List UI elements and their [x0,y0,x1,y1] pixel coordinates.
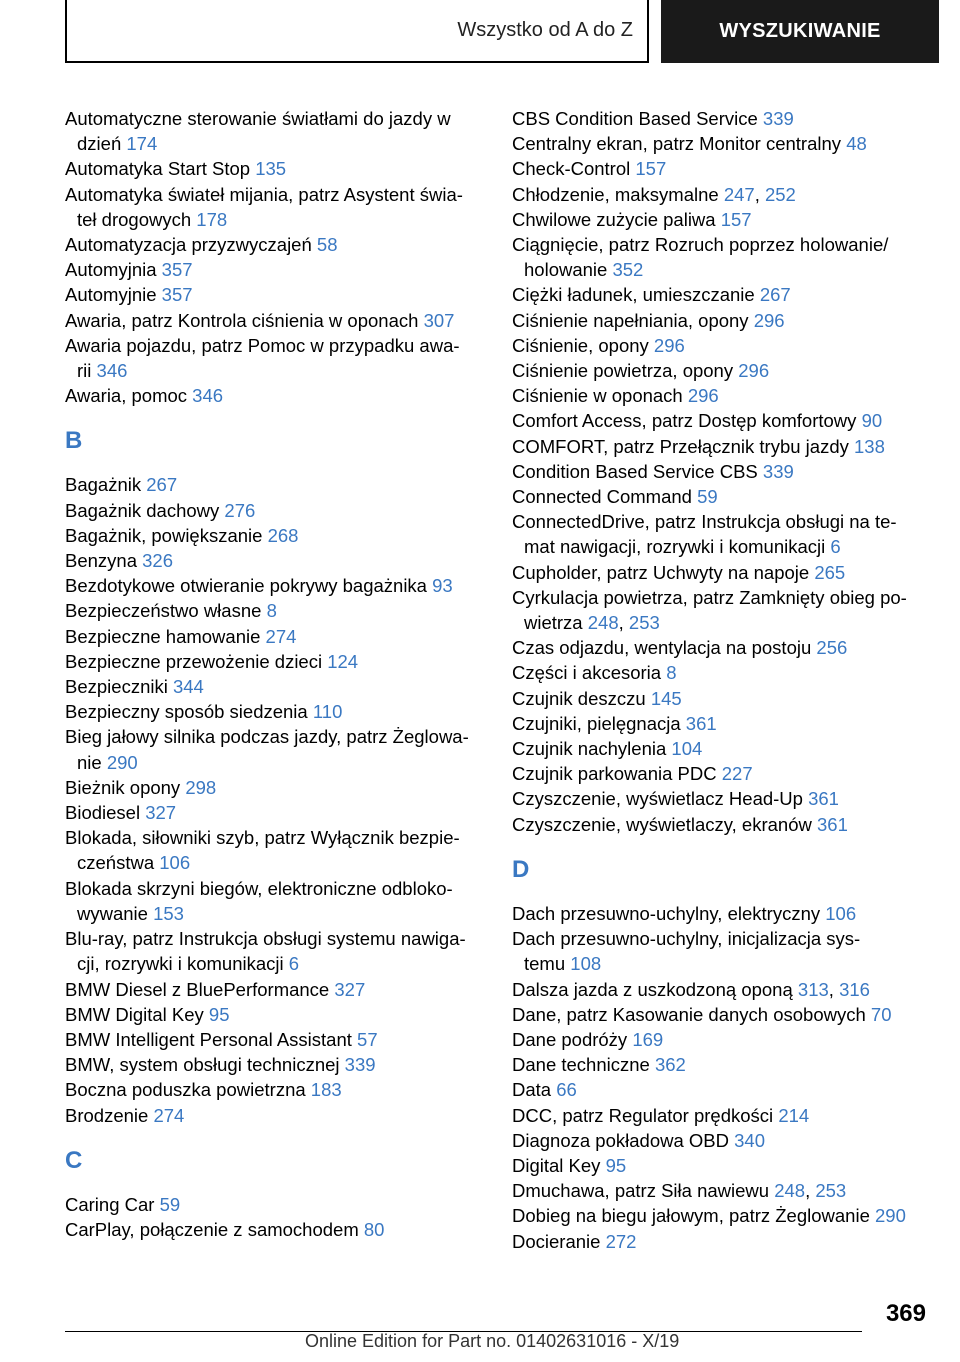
page-link[interactable]: 267 [759,284,791,306]
index-entry-text: Connected Command [512,486,692,508]
index-letter-heading: D [512,855,530,883]
index-entry [65,674,485,699]
page-link[interactable]: 106 [159,852,191,874]
index-entry-continuation [65,207,485,232]
page-link[interactable]: 80 [363,1218,385,1240]
index-entry [65,232,485,257]
index-entry-text: BMW Digital Key [65,1003,204,1025]
page-link[interactable]: 313 [797,978,829,1000]
page-link[interactable]: 327 [145,802,177,824]
page-link[interactable]: 265 [814,561,846,583]
index-entry-text: Ciśnienie w oponach [512,385,683,407]
index-entry-continuation [512,951,932,976]
page-link[interactable]: 145 [650,687,682,709]
index-entry-text: Ciągnięcie, patrz Rozruch poprzez holowanie/ [512,234,889,256]
page-link[interactable]: 253 [815,1180,847,1202]
index-entry-text: Bezpieczne przewożenie dzieci [65,650,323,672]
index-entry [65,1103,485,1128]
index-entry-text: Comfort Access, patrz Dostęp komfortowy [512,410,857,432]
index-entry [512,383,932,408]
index-entry [65,106,485,131]
index-entry-text: Czas odjazdu, wentylacja na postoju [512,637,812,659]
index-entry [512,1077,932,1102]
page-link[interactable]: 344 [172,676,204,698]
page-link[interactable]: 174 [126,133,158,155]
index-entry-continuation: wietrza 248, 253 [524,612,660,634]
page-link[interactable]: 252 [764,183,796,205]
page-link[interactable]: 106 [825,902,857,924]
index-entry [65,472,485,497]
page-link[interactable]: 361 [685,712,717,734]
page-link[interactable]: 108 [570,953,602,975]
index-entry [65,1217,485,1242]
index-entry: Chłodzenie, maksymalne 247, 252 [512,183,796,205]
index-entry-continuation [65,131,485,156]
index-entry-text: Czyszczenie, wyświetlaczy, ekranów [512,813,812,835]
page-link[interactable]: 339 [762,108,794,129]
index-entry [65,775,485,800]
index-entry-continuation [65,901,485,926]
index-entry-text: Chwilowe zużycie paliwa [512,208,716,230]
index-entry-text: Chłodzenie, maksymalne [512,183,719,205]
index-entry [65,156,485,181]
index-entry [512,761,932,786]
page-link[interactable]: 316 [839,978,870,1000]
page-link[interactable]: 157 [635,158,667,180]
index-entry-text: Dach przesuwno-uchylny, inicjalizacja sys‐ [512,928,861,950]
index-entry-text: Czujniki, pielęgnacja [512,712,681,734]
index-entry-continuation [65,750,485,775]
index-entry-text: Automatyzacja przyzwyczajeń [65,234,312,256]
index-entry [65,699,485,724]
page-link[interactable]: 340 [734,1129,766,1151]
index-entry-continuation [65,951,485,976]
index-entry-text: Ciśnienie powietrza, opony [512,360,734,382]
index-entry-text: Cupholder, patrz Uchwyty na napoje [512,561,810,583]
index-entry-text: Data [512,1079,552,1101]
index-entry [512,1128,932,1153]
index-entry-text: Bezpieczny sposób siedzenia [65,701,308,723]
index-entry-text: Condition Based Service CBS [512,460,758,482]
index-entry-text: nie [77,751,102,773]
page-link[interactable]: 48 [846,133,867,155]
index-entry-text: Bieg jałowy silnika podczas jazdy, patrz Żeglowa‐ [65,726,469,748]
index-entry [512,282,932,307]
page-link[interactable]: 169 [632,1028,664,1050]
index-entry-text: Centralny ekran, patrz Monitor centralny [512,133,842,155]
page-link[interactable]: 8 [666,662,677,684]
page-link[interactable]: 93 [432,575,453,597]
index-entry-text: cji, rozrywki i komunikacji [77,953,284,975]
search-tab[interactable] [661,0,939,63]
index-entry-text: dzień [77,133,122,155]
page-link[interactable]: 178 [196,208,228,230]
index-entry [65,977,485,1002]
index-entry [65,800,485,825]
page-link[interactable]: 248 [774,1180,806,1202]
index-entry [65,1192,485,1217]
index-entry [512,509,932,534]
index-entry-text: Awaria, pomoc [65,385,188,407]
page-link[interactable]: 227 [721,763,753,785]
index-entry-text: Automatyka Start Stop [65,158,251,180]
index-entry [65,1052,485,1077]
section-tab[interactable] [65,0,649,63]
index-letter-heading: C [65,1146,83,1174]
index-entry [512,1002,932,1027]
index-entry: Dmuchawa, patrz Siła nawiewu 248, 253 [512,1180,847,1202]
index-entry [65,649,485,674]
page-link[interactable]: 66 [556,1079,577,1101]
index-entry [65,724,485,749]
page-link[interactable]: 272 [605,1230,637,1252]
index-entry [512,1103,932,1128]
index-entry [512,156,932,181]
index-entry-text: Ciężki ładunek, umieszczanie [512,284,755,306]
page-link[interactable]: 124 [327,650,359,672]
page-link[interactable]: 70 [870,1003,892,1025]
index-entry-text: DCC, patrz Regulator prędkości [512,1104,774,1126]
page-link[interactable]: 153 [153,902,184,924]
page-link[interactable]: 346 [192,385,224,407]
index-entry [512,635,932,660]
index-entry [65,598,485,623]
index-entry-continuation [512,534,932,559]
index-entry-text: Automyjnia [65,259,157,281]
index-entry-text: Bagażnik dachowy [65,499,220,521]
index-entry [65,1077,485,1102]
index-entry-text: Bagażnik, powiększanie [65,524,263,546]
index-entry [512,786,932,811]
page-link[interactable]: 346 [96,360,128,382]
index-entry [512,901,932,926]
index-entry-text: Bezdotykowe otwieranie pokrywy bagażnika [65,575,427,597]
index-entry-text: Dane techniczne [512,1054,650,1076]
index-entry-text: Blokada, siłowniki szyb, patrz Wyłącznik bezpie‐ [65,827,460,849]
page-link[interactable]: 6 [288,953,300,975]
page-link[interactable]: 290 [106,751,138,773]
index-entry [65,383,485,408]
index-entry [512,358,932,383]
index-entry [512,585,932,610]
index-entry-text: Ciśnienie, opony [512,334,649,356]
index-entry [65,333,485,358]
index-entry [512,308,932,333]
index-entry-text: Caring Car [65,1193,155,1215]
page-link[interactable]: 290 [875,1205,906,1227]
index-entry [512,736,932,761]
index-entry [65,926,485,951]
index-entry [512,1027,932,1052]
index-entry-text: Biodiesel [65,802,141,824]
page-link[interactable]: 57 [357,1028,378,1050]
index-entry-text: Boczna poduszka powietrzna [65,1079,306,1101]
index-entry-text: Części i akcesoria [512,662,662,684]
index-entry-text: BMW Intelligent Personal Assistant [65,1028,352,1050]
index-entry-text: CarPlay, połączenie z samochodem [65,1218,359,1240]
index-entry-text: Dmuchawa, patrz Siła nawiewu [512,1180,770,1202]
index-entry-text: czeństwa [77,852,155,874]
index-entry [512,1153,932,1178]
index-entry-text: teł drogowych [77,208,192,230]
index-entry [65,182,485,207]
index-entry-text: Automatyka świateł mijania, patrz Asystent świa‐ [65,183,463,205]
index-entry [512,408,932,433]
index-entry-text: BMW, system obsługi technicznej [65,1054,340,1076]
index-entry [65,282,485,307]
index-entry-text: Czujnik nachylenia [512,738,667,760]
index-entry [512,660,932,685]
index-entry [512,1203,932,1228]
page-link[interactable]: 110 [312,701,343,723]
page-link[interactable]: 95 [605,1154,627,1176]
index-entry-text: Bezpieczne hamowanie [65,625,261,647]
page-link[interactable]: 296 [687,385,719,407]
index-column-right [512,106,932,1254]
index-entry-text: Digital Key [512,1154,601,1176]
page-link[interactable]: 104 [671,738,703,760]
index-entry-text: Automatyczne sterowanie światłami do jazdy w [65,108,451,129]
index-entry-text: Automyjnie [65,284,157,306]
page-link[interactable]: 59 [159,1193,181,1215]
index-entry-text: Diagnoza pokładowa OBD [512,1129,729,1151]
page-link[interactable]: 267 [146,474,178,496]
index-entry [65,548,485,573]
index-entry-continuation [512,257,932,282]
index-entry [512,812,932,837]
page-link[interactable]: 138 [854,435,885,457]
index-entry-text: Brodzenie [65,1104,149,1126]
index-entry [65,876,485,901]
index-entry-continuation [65,850,485,875]
index-entry-text: wietrza [524,612,583,634]
index-entry-text: Docieranie [512,1230,601,1252]
index-entry-text: Czujnik deszczu [512,687,646,709]
page-link[interactable]: 135 [255,158,287,180]
index-entry-text: Bieżnik opony [65,776,181,798]
index-entry [65,523,485,548]
page-link[interactable]: 276 [224,499,256,521]
index-entry-text: BMW Diesel z BluePerformance [65,978,330,1000]
index-entry [512,1052,932,1077]
page-link[interactable]: 339 [762,460,794,482]
index-entry [65,1002,485,1027]
index-entry-text: Bezpieczniki [65,676,168,698]
page-link[interactable]: 214 [778,1104,810,1126]
edition-text: Online Edition for Part no. 01402631016 - X/19 [305,1331,680,1351]
index-entry [512,711,932,736]
index-entry-text: holowanie [524,259,608,281]
page-link[interactable]: 307 [423,309,455,331]
index-entry-text: Czujnik parkowania PDC [512,763,717,785]
index-entry-text: Bagażnik [65,474,142,496]
index-entry: Dalsza jazda z uszkodzoną oponą 313, 316 [512,978,870,1000]
index-entry-continuation [65,358,485,383]
index-column-left [65,106,485,1242]
index-entry-text: CBS Condition Based Service [512,108,758,129]
page-link[interactable]: 253 [628,612,660,634]
index-entry-text: Blokada skrzyni biegów, elektroniczne odbloko‐ [65,877,453,899]
index-entry [512,131,932,156]
index-entry [512,560,932,585]
index-entry-text: COMFORT, patrz Przełącznik trybu jazdy [512,435,849,457]
index-entry [512,207,932,232]
page-link[interactable]: 339 [344,1054,376,1076]
page-link[interactable]: 183 [310,1079,342,1101]
page-link[interactable]: 247 [723,183,755,205]
index-entry-text: Cyrkulacja powietrza, patrz Zamknięty obieg po‐ [512,586,907,608]
index-entry [512,106,932,131]
index-entry-text: Ciśnienie napełniania, opony [512,309,749,331]
index-entry [65,257,485,282]
index-entry [65,573,485,598]
page-link[interactable]: 274 [265,625,297,647]
page-link[interactable]: 8 [266,600,277,622]
page-link[interactable]: 357 [161,284,193,306]
index-entry-text: Awaria, patrz Kontrola ciśnienia w oponach [65,309,419,331]
index-entry [512,1229,932,1254]
page-link[interactable]: 296 [738,360,770,382]
index-entry-text: Czyszczenie, wyświetlacz Head-Up [512,788,803,810]
page-link[interactable]: 95 [208,1003,230,1025]
page-link[interactable]: 256 [816,637,848,659]
index-entry [65,825,485,850]
index-entry-text: rii [77,360,92,382]
index-entry [65,308,485,333]
index-entry-text: Blu-ray, patrz Instrukcja obsługi systemu nawiga‐ [65,928,466,950]
index-entry [512,926,932,951]
index-entry-text: Dane podróży [512,1028,628,1050]
page-link[interactable]: 59 [697,486,718,508]
index-entry [65,498,485,523]
page-link[interactable]: 248 [587,612,619,634]
page-link[interactable]: 362 [654,1054,686,1076]
index-entry-text: wywanie [77,902,148,924]
index-entry-text: Dobieg na biegu jałowym, patrz Żeglowanie [512,1205,870,1227]
page-link[interactable]: 58 [316,234,338,256]
page-link[interactable]: 326 [142,550,174,572]
index-entry-text: temu [524,953,566,975]
page-link[interactable]: 268 [267,524,299,546]
index-letter-heading: B [65,427,83,455]
page-link[interactable]: 90 [861,410,883,432]
index-entry-text: Dach przesuwno-uchylny, elektryczny [512,902,821,924]
index-entry-text: Bezpieczeństwo własne [65,600,262,622]
page-link[interactable]: 327 [334,978,366,1000]
page-link[interactable]: 6 [830,536,841,558]
page-link[interactable]: 361 [808,788,839,810]
page-link[interactable]: 274 [153,1104,185,1126]
search-tab-label: WYSZUKIWANIE [719,20,881,42]
page-link[interactable]: 157 [720,208,752,230]
index-entry [65,624,485,649]
page-link[interactable]: 296 [653,334,685,356]
index-entry-text: Dane, patrz Kasowanie danych osobowych [512,1003,866,1025]
page-link[interactable]: 352 [612,259,644,281]
index-entry [512,232,932,257]
index-entry-text: Benzyna [65,550,137,572]
page-link[interactable]: 357 [161,259,193,281]
index-entry [512,686,932,711]
index-entry [512,484,932,509]
index-entry [65,1027,485,1052]
index-entry-text: ConnectedDrive, patrz Instrukcja obsługi na te‐ [512,511,897,533]
index-entry-text: mat nawigacji, rozrywki i komunikacji [524,536,826,558]
page-link[interactable]: 296 [753,309,785,331]
index-entry-text: Dalsza jazda z uszkodzoną oponą [512,978,793,1000]
index-entry [512,434,932,459]
page-link[interactable]: 298 [185,776,217,798]
page-number: 369 [885,1300,926,1327]
index-entry-text: Awaria pojazdu, patrz Pomoc w przypadku awa‐ [65,334,460,356]
page-link[interactable]: 361 [817,813,848,835]
section-tab-label: Wszystko od A do Z [457,19,633,41]
index-entry [512,459,932,484]
index-entry-text: Check-Control [512,158,631,180]
index-entry [512,333,932,358]
page-header [65,0,939,63]
